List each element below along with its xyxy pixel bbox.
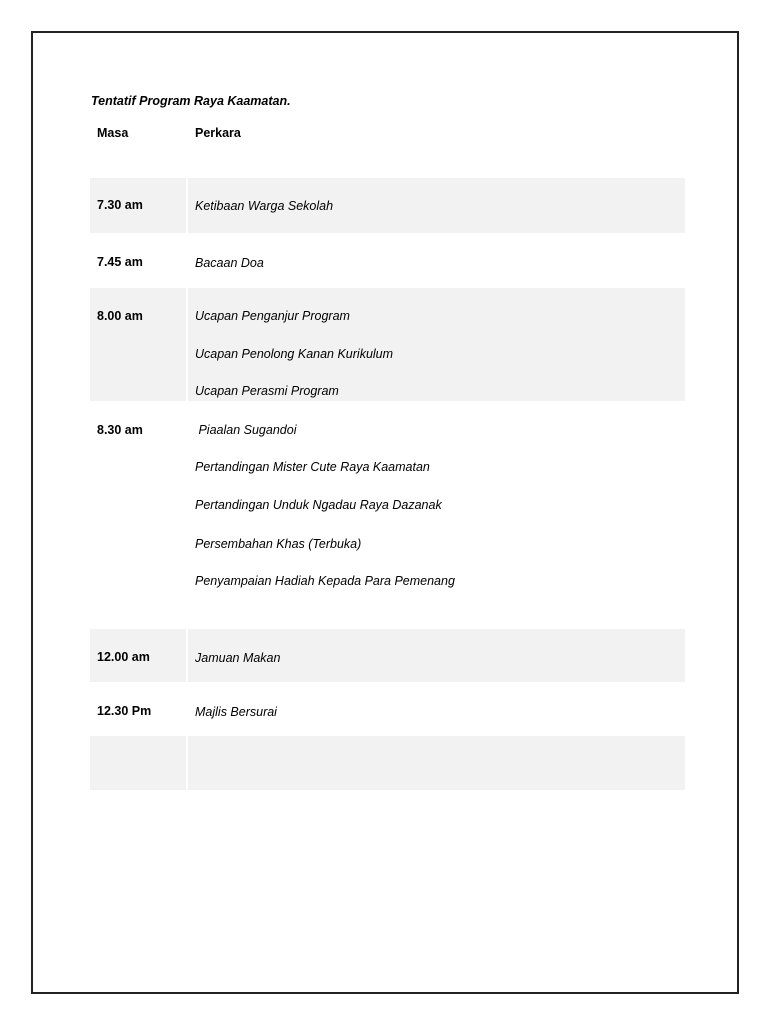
activity-label: Persembahan Khas (Terbuka) bbox=[195, 537, 362, 551]
empty-schedule-row bbox=[90, 736, 685, 790]
time-label: 12.30 Pm bbox=[97, 704, 152, 718]
schedule-row bbox=[90, 629, 685, 682]
activity-label: Majlis Bersurai bbox=[195, 705, 277, 719]
time-cell bbox=[90, 629, 186, 682]
schedule-row bbox=[90, 178, 685, 233]
time-label: 7.45 am bbox=[97, 255, 143, 269]
item-cell bbox=[188, 736, 685, 790]
activity-label: Ucapan Penganjur Program bbox=[195, 309, 350, 323]
time-label: 8.00 am bbox=[97, 309, 143, 323]
schedule-row bbox=[90, 288, 685, 401]
item-cell bbox=[188, 629, 685, 682]
schedule-row bbox=[90, 401, 685, 629]
time-label: 7.30 am bbox=[97, 198, 143, 212]
time-cell bbox=[90, 736, 186, 790]
document-title: Tentatif Program Raya Kaamatan. bbox=[91, 94, 291, 108]
activity-label: Bacaan Doa bbox=[195, 256, 264, 270]
time-label: 8.30 am bbox=[97, 423, 143, 437]
time-cell bbox=[90, 401, 186, 629]
item-cell bbox=[188, 178, 685, 233]
activity-label: Penyampaian Hadiah Kepada Para Pemenang bbox=[195, 574, 455, 588]
activity-label: Pertandingan Mister Cute Raya Kaamatan bbox=[195, 460, 430, 474]
item-cell bbox=[188, 233, 685, 288]
activity-label: Pertandingan Unduk Ngadau Raya Dazanak bbox=[195, 498, 442, 512]
activity-label: Ucapan Perasmi Program bbox=[195, 384, 339, 398]
column-header-masa: Masa bbox=[97, 126, 129, 140]
time-cell bbox=[90, 178, 186, 233]
time-cell bbox=[90, 233, 186, 288]
time-cell bbox=[90, 682, 186, 736]
schedule-row bbox=[90, 682, 685, 736]
activity-label: Ketibaan Warga Sekolah bbox=[195, 199, 334, 213]
time-label: 12.00 am bbox=[97, 650, 150, 664]
item-cell bbox=[188, 682, 685, 736]
time-cell bbox=[90, 288, 186, 401]
activity-label: Piaalan Sugandoi bbox=[195, 423, 297, 437]
activity-label: Jamuan Makan bbox=[195, 651, 281, 665]
item-cell bbox=[188, 401, 685, 629]
column-header-perkara: Perkara bbox=[195, 126, 241, 140]
item-cell bbox=[188, 288, 685, 401]
schedule-row bbox=[90, 233, 685, 288]
activity-label: Ucapan Penolong Kanan Kurikulum bbox=[195, 347, 394, 361]
